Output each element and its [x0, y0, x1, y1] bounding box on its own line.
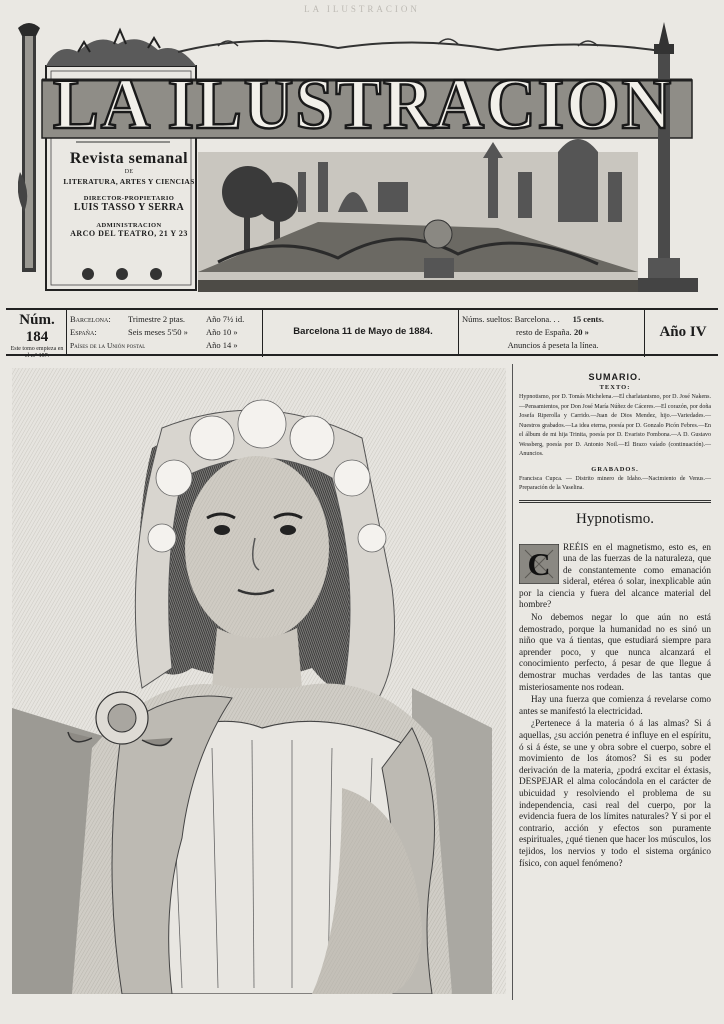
article-paragraph: No debemos negar lo que aún no está demostrado, porque la humanidad no es sinó un niño que va á tientas, que estudiará siempre para aprender poco, y que nunca alcanzará el conocimiento perfecto, á pesar de que llegue á demostrar muchas verdades de las tantas que misteriosamente nos rodean.: [519, 612, 711, 692]
sumario-grabados: Francisca Cupca. — Distrito minero de Idaho.—Nacimiento de Venus.—Preparación de la Vaselina.: [519, 475, 711, 491]
article-paragraph: ¿Pertenece á la materia ó á las almas? Si á aquellas, ¿su acción penetra é influye en el espíritu, ó si á éste, se une y obra sobre el cuerpo, sobre el movimiento de los átomos? Si es su poder derivación de la materia, ¿podrá excitar el éxtasis, DESPEJAR el alma colocándola en el carácter de ubicuidad y resolviendo el problema de su independencia, casi real del cuerpo, por la evidencia fuera de los límites naturales? Y si por el contrario, acción y efectos son puramente espirituales, ¿qué tienen que hacer los músculos, los tejidos, los nervios y todo el sistema orgánico físico, con aquel fenómeno?: [519, 718, 711, 868]
sueltos-place: resto de España.: [516, 327, 572, 337]
price-year: Año 14 »: [206, 340, 238, 350]
anuncios-note: Anuncios á peseta la línea.: [507, 340, 599, 350]
price-year: Año 7½ id.: [206, 314, 245, 324]
price-row: [70, 313, 262, 326]
sueltos-row: [462, 313, 644, 326]
admin-label: ADMINISTRACION: [96, 222, 162, 229]
issue-number: Núm. 184: [19, 312, 55, 345]
drop-cap-c-icon: [519, 544, 559, 584]
sumario-grabados-label: GRABADOS.: [591, 465, 639, 473]
sueltos-row: [462, 326, 644, 339]
masthead-title-art: [48, 60, 678, 140]
masthead-subtitle: Revista semanal: [69, 150, 189, 167]
price-place: España:: [70, 327, 97, 337]
director-label: DIRECTOR-PROPIETARIO: [83, 195, 175, 202]
svg-text:C: C: [527, 545, 551, 582]
single-issue-prices: [462, 310, 645, 357]
subscription-prices: [70, 310, 263, 357]
director-name: LUIS TASSO Y SERRA: [73, 202, 185, 213]
article-body: [519, 542, 711, 870]
issue-info-bar: [6, 308, 718, 359]
masthead-de: DE: [124, 169, 134, 175]
sumario-texto: Hypnotismo, por D. Tomás Michelena.—El charlatanismo, por D. José Nakens.—Pensamientos, por Don José María Núñez de Cáceres.—El corazón, por doña Josefa Riperolla y Carrido.—Juan de Dios Mendez, hijo.—Variedades.—Nuestros grabados.—La idea eterna, poesía por D. Gonzalo Picón Febres.—En el álbum de mi hija Trinita, poesía por D. Evaristo Fombona.—A D. Gustavo Wessberg, poesía por D. Antonio Noil.—El Brazo vaíado (continuación).—Anuncios.: [519, 394, 711, 457]
sueltos-price: 15 cents.: [572, 314, 604, 324]
issue-number-box: [8, 310, 67, 359]
volume-year: Año IV: [659, 324, 707, 340]
masthead-subjects: LITERATURA, ARTES Y CIENCIAS: [63, 177, 195, 186]
article-paragraph: REÉIS en el magnetismo, esto es, en una de las fuerzas de la naturaleza, que de constantemente como emanación sideral, etérea ó solar, inexplicable aún por la ciencia y fuera del alcance material del hombre?: [519, 541, 711, 610]
section-divider: [519, 500, 711, 503]
sueltos-place: Barcelona. . .: [514, 314, 560, 324]
right-column: [512, 364, 711, 1000]
article-title: Hypnotismo.: [576, 510, 654, 527]
price-row: [70, 339, 262, 352]
price-period: Trimestre 2 ptas.: [128, 314, 186, 324]
issue-number-note: Este tomo empieza en el n.º 157.: [10, 346, 64, 359]
masthead-title: LA ILUSTRACION: [53, 64, 673, 140]
portrait-engraving: [12, 368, 506, 994]
masthead-info-panel: [60, 150, 198, 238]
price-row: [70, 326, 262, 339]
sueltos-label: Núms. sueltos:: [462, 314, 513, 324]
price-place: Países de la Unión postal: [70, 341, 146, 350]
masthead: [18, 22, 704, 294]
sumario-texto-label: TEXTO:: [599, 384, 631, 391]
running-head: LA ILUSTRACION: [304, 4, 420, 14]
price-year: Año 10 »: [206, 327, 238, 337]
sueltos-price: 20 »: [574, 327, 589, 337]
article-paragraph: Hay una fuerza que comienza á revelarse como antes se manifestó la electricidad.: [519, 694, 711, 716]
admin-address: ARCO DEL TEATRO, 21 Y 23: [70, 229, 188, 238]
price-place: Barcelona:: [70, 314, 111, 324]
issue-date: Barcelona 11 de Mayo de 1884.: [268, 310, 459, 354]
price-period: Seis meses 5'50 »: [128, 327, 188, 337]
sumario-title: SUMARIO.: [588, 372, 642, 382]
